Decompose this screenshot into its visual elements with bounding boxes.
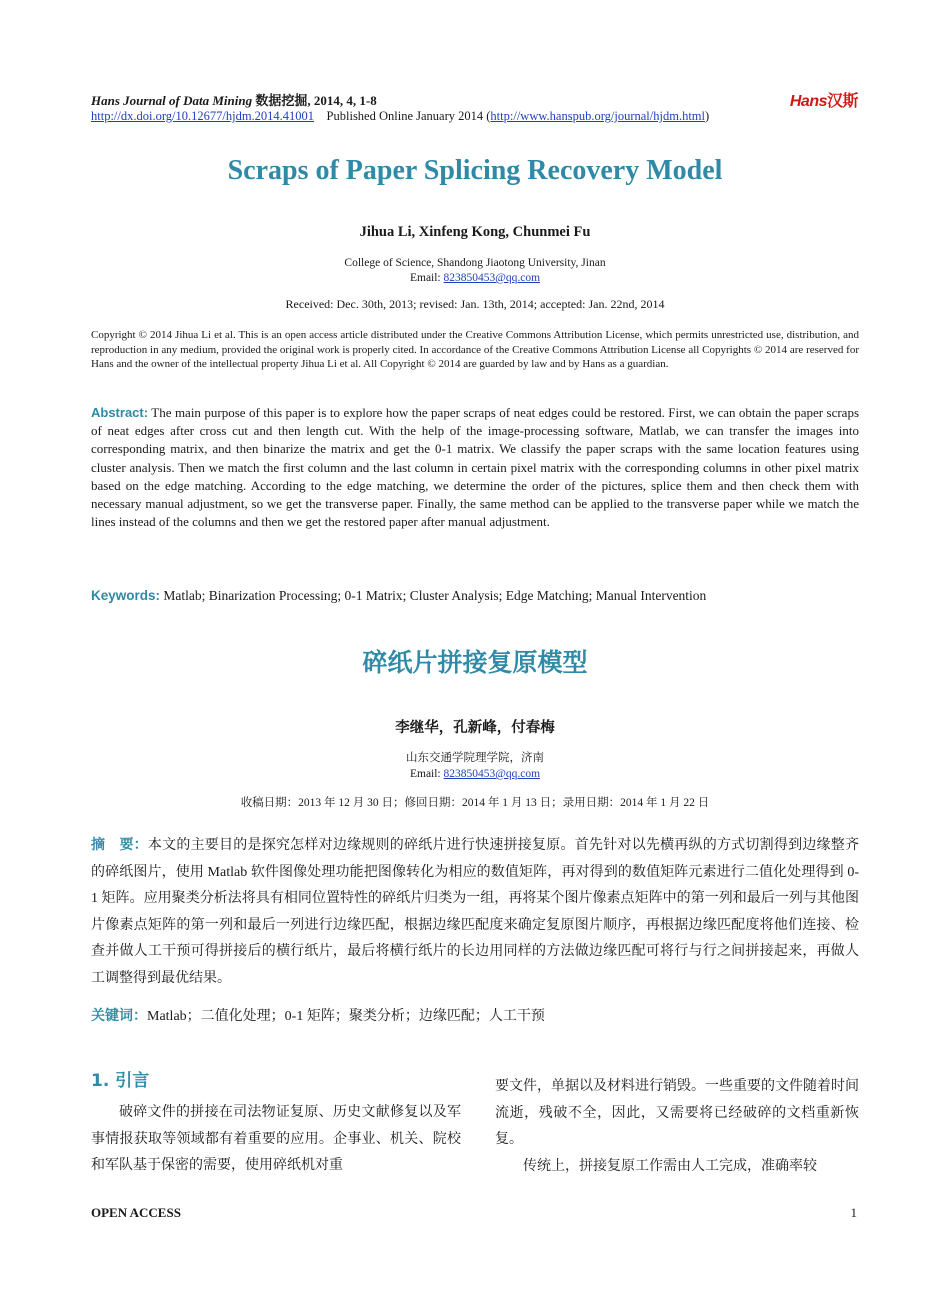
doi-link[interactable]: http://dx.doi.org/10.12677/hjdm.2014.41001 xyxy=(91,109,315,123)
keywords-en xyxy=(91,588,859,604)
intro-paragraph-1: 破碎文件的拼接在司法物证复原、历史文献修复以及军事情报获取等领域都有着重要的应用。企事业、机关、院校和军队基于保密的需要，使用碎纸机对重 xyxy=(91,1105,461,1173)
paren-close: ) xyxy=(705,109,710,123)
email-link-cn[interactable]: 823850453@qq.com xyxy=(443,768,541,780)
journal-name: Hans Journal of Data Mining xyxy=(91,93,253,108)
journal-name-cn: 数据挖掘 xyxy=(255,93,308,108)
section-heading-intro: 1. 引言 xyxy=(91,1071,150,1091)
body-column-right xyxy=(495,1074,859,1180)
affiliation-text-cn: 山东交通学院理学院，济南 xyxy=(406,752,544,764)
footer-open-access: OPEN ACCESS xyxy=(91,1205,181,1220)
body-column-left xyxy=(91,1100,461,1180)
email-label-cn: Email: xyxy=(409,768,444,780)
email-line-cn xyxy=(0,766,950,782)
received-dates-cn: 收稿日期：2013 年 12 月 30 日；修回日期：2014 年 1 月 13 日；录用日期：2014 年 1 月 22 日 xyxy=(240,797,710,809)
journal-citation xyxy=(91,90,377,109)
logo-text-cn: 汉斯 xyxy=(826,93,858,110)
logo-text: Hans xyxy=(789,93,827,110)
received-dates-en: Received: Dec. 30th, 2013; revised: Jan. 13th, 2014; accepted: Jan. 22nd, 2014 xyxy=(285,297,665,311)
affiliation-text: College of Science, Shandong Jiaotong University, Jinan xyxy=(344,257,606,269)
paper-title-cn: 碎纸片拼接复原模型 xyxy=(362,648,588,677)
abstract-text-cn: 本文的主要目的是探究怎样对边缘规则的碎纸片进行快速拼接复原。首先针对以先横再纵的方式切割得到边缘整齐的碎纸图片，使用 Matlab 软件图像处理功能把图像转化为相应的数值矩阵，再对得到的数值矩阵元素进行二值化处理得到 0-1 矩阵。应用聚类分析法将具有相同位置特性的碎纸片归类为一组，再将某个图片像素点矩阵中的第一列和最后一列与其他图片像素点矩阵的第一列和最后一列进行边缘匹配，根据边缘匹配度来确定复原图片顺序，再根据边缘匹配度将他们连接、检查并做人工干预可得拼接后的横行纸片，最后将横行纸片的长边用同样的方法做边缘匹配可将行与行之间拼接起来，再做人工调整得到最优结果。 xyxy=(91,838,859,986)
abstract-en xyxy=(91,404,859,531)
keywords-text-cn: Matlab；二值化处理；0-1 矩阵；聚类分析；边缘匹配；人工干预 xyxy=(147,1009,545,1024)
affiliation-en xyxy=(0,256,950,286)
journal-issue: , 2014, 4, 1-8 xyxy=(307,93,377,108)
copyright-notice: Copyright © 2014 Jihua Li et al. This is an open access article distributed under the Creative Commons Attribution License, which permits unrestricted use, distribution, and reproduction in any medium, provided the original work is properly cited. In accordance of the Creative Commons Attribution License all Copyrights © 2014 are reserved for Hans and the owner of the intellectual property Jihua Li et al. All Copyright © 2014 are guarded by law and by Hans as a guardian. xyxy=(91,329,859,370)
authors-en: Jihua Li, Xinfeng Kong, Chunmei Fu xyxy=(359,224,591,240)
paper-title-en: Scraps of Paper Splicing Recovery Model xyxy=(227,155,723,186)
intro-paragraph-2: 传统上，拼接复原工作需由人工完成，准确率较 xyxy=(523,1158,817,1174)
abstract-cn xyxy=(91,831,859,992)
email-line xyxy=(0,271,950,286)
keywords-label-cn: 关键词： xyxy=(91,1007,147,1023)
published-online: Published Online January 2014 ( xyxy=(326,109,491,123)
page-number: 1 xyxy=(850,1205,857,1220)
affiliation-cn xyxy=(0,750,950,782)
journal-url-link[interactable]: http://www.hanspub.org/journal/hjdm.html xyxy=(490,109,705,123)
email-label: Email: xyxy=(409,272,444,284)
authors-cn: 李继华，孔新峰，付春梅 xyxy=(395,720,555,736)
hans-logo xyxy=(790,88,858,111)
abstract-label-cn: 摘 要： xyxy=(91,836,148,852)
keywords-cn xyxy=(91,1005,859,1025)
intro-paragraph-1-cont: 要文件，单据以及材料进行销毁。一些重要的文件随着时间流逝，残破不全，因此，又需要将已经破碎的文档重新恢复。 xyxy=(495,1079,859,1147)
doi-line xyxy=(91,109,709,124)
keywords-text-en: Matlab; Binarization Processing; 0-1 Matrix; Cluster Analysis; Edge Matching; Manual Intervention xyxy=(160,588,707,603)
abstract-label-en: Abstract: xyxy=(91,405,149,420)
email-link[interactable]: 823850453@qq.com xyxy=(443,272,541,284)
abstract-text-en: The main purpose of this paper is to explore how the paper scraps of neat edges could be restored. First, we can obtain the paper scraps of neat edges after cross cut and then length cut. With the help of the image-processing software, Matlab, we can transfer the images into corresponding matrix, and then binarize the matrix and get the 0-1 matrix. We classify the paper scraps with the same location features using cluster analysis. Then we match the first column and the last column in certain pixel matrix with the corresponding columns in other pixel matrix based on the edge matching. According to the edge matching, we determine the order of the pictures, splice them and then check them with necessary manual adjustment, so we get the transverse paper. Finally, the same method can be applied to the transverse paper while we match the lines instead of the columns and then we get the restored paper after manual adjustment. xyxy=(91,405,859,530)
keywords-label-en: Keywords: xyxy=(91,588,161,603)
